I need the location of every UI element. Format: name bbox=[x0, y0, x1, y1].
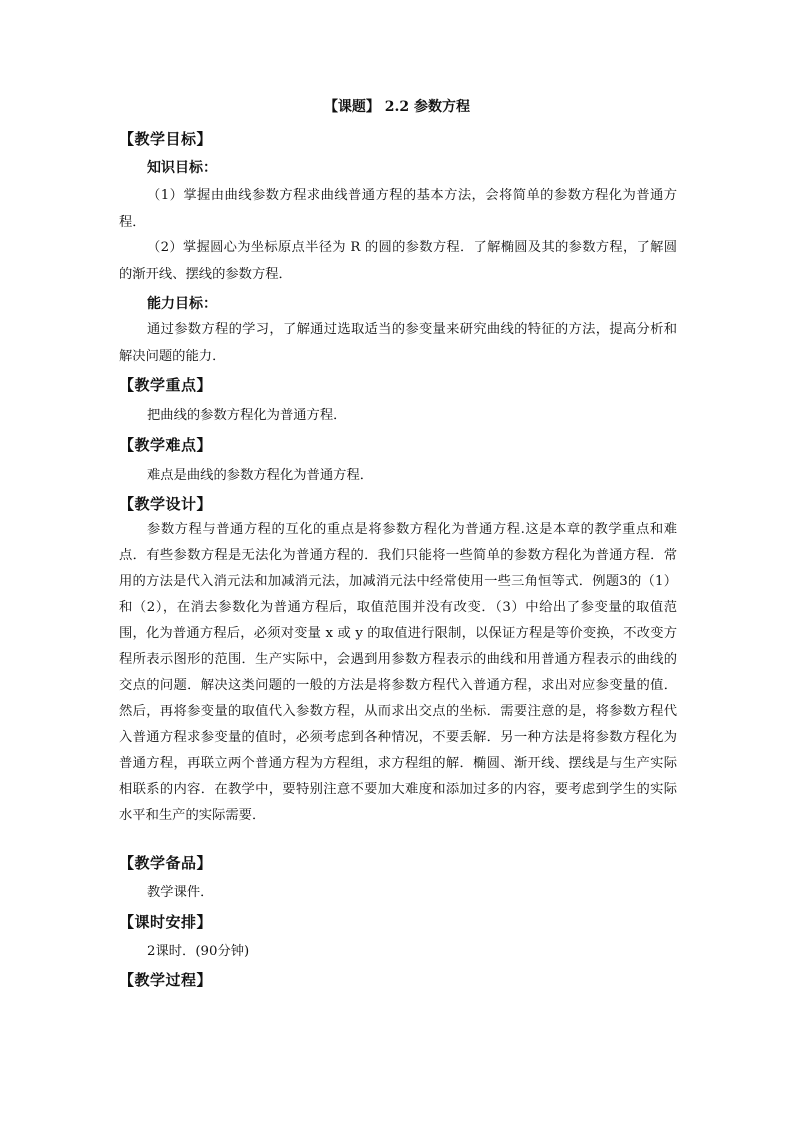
objectives-heading: 【教学目标】 bbox=[119, 130, 213, 148]
key-points-text: 把曲线的参数方程化为普通方程． bbox=[147, 408, 347, 423]
ability-objectives-heading: 能力目标： bbox=[147, 296, 217, 312]
schedule-heading: 【课时安排】 bbox=[119, 913, 213, 931]
design-text: 参数方程与普通方程的互化的重点是将参数方程化为普通方程.这是本章的教学重点和难点．有些参数方程是无法化为普通方程的．我们只能将一些简单的参数方程化为普通方程．常用的方法是代入消元法和加减消元法，加减消元法中经常使用一些三角恒等式．例题3的（1）和（2），在消去参数化为普通方程后，取值范围并没有改变．（3）中给出了参变量的取值范围，化为普通方程后，必须对变量 x 或 y 的取值进行限制，以保证方程是等价变换，不改变方程所表示图形的范围．生产实际中，会遇到用参数方程表示的曲线和用普通方程表示的曲线的交点的问题．解决这类问题的一般的方法是将参数方程代入普通方程，求出对应参变量的值．然后，再将参变量的取值代入参数方程，从而求出交点的坐标．需要注意的是，将参数方程代入普通方程求参变量的值时，必须考虑到各种情况，不要丢解．另一种方法是将参数方程化为普通方程，再联立两个普通方程为方程组，求方程组的解．椭圆、渐开线、摆线是与生产实际相联系的内容．在教学中，要特别注意不要加大难度和添加过多的内容，要考虑到学生的实际水平和生产的实际需要． bbox=[119, 522, 677, 823]
ability-objective-text: 通过参数方程的学习，了解通过选取适当的参变量来研究曲线的特征的方法，提高分析和解决问题的能力． bbox=[119, 322, 677, 364]
key-points-heading: 【教学重点】 bbox=[119, 376, 213, 394]
knowledge-objective-2: （2）掌握圆心为坐标原点半径为 R 的圆的参数方程．了解椭圆及其的参数方程，了解圆的渐开线、摆线的参数方程． bbox=[119, 240, 677, 282]
materials-heading: 【教学备品】 bbox=[119, 854, 213, 872]
schedule-text: 2课时．(90分钟) bbox=[147, 944, 250, 959]
difficulties-text: 难点是曲线的参数方程化为普通方程． bbox=[147, 468, 374, 483]
difficulties-heading: 【教学难点】 bbox=[119, 436, 213, 454]
process-heading: 【教学过程】 bbox=[119, 971, 213, 989]
materials-text: 教学课件． bbox=[147, 885, 214, 900]
design-heading: 【教学设计】 bbox=[119, 495, 213, 513]
lesson-title: 【课题】 2.2 参数方程 bbox=[323, 99, 471, 115]
knowledge-objective-1: （1）掌握由曲线参数方程求曲线普通方程的基本方法，会将简单的参数方程化为普通方程． bbox=[119, 188, 677, 230]
knowledge-objectives-heading: 知识目标： bbox=[147, 160, 217, 176]
